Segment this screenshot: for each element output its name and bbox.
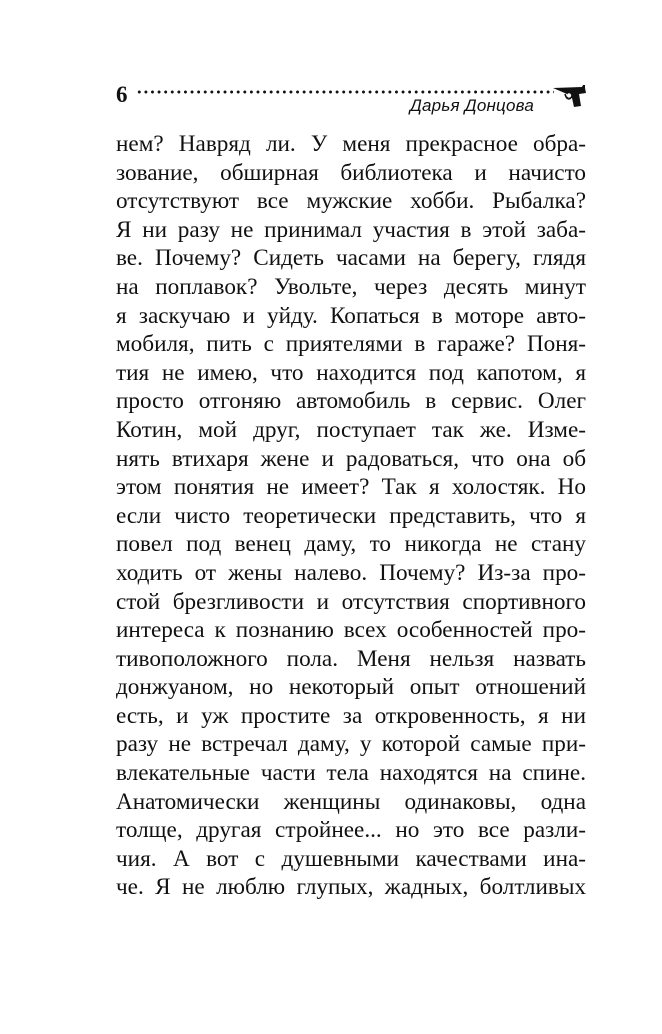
text-line: стой брезгливости и отсутствия спортивного	[116, 588, 586, 615]
text-line: есть, и уж простите за откровенность, я ни	[116, 702, 586, 729]
text-line: ходить от жены налево. Почему? Из-за про-	[116, 559, 586, 586]
text-line: ве. Почему? Сидеть часами на берегу, глядя	[116, 245, 586, 272]
revolver-icon	[552, 82, 588, 108]
running-header	[116, 80, 586, 120]
page-number: 6	[116, 82, 128, 107]
text-line: влекательные части тела находятся на спине.	[116, 760, 586, 787]
text-line: Анатомически женщины одинаковы, одна	[116, 788, 586, 815]
text-line: толще, другая стройнее... но это все разли-	[116, 817, 586, 844]
text-line: этом понятия не имеет? Так я холостяк. Но	[116, 474, 586, 501]
text-line: просто отгоняю автомобиль в сервис. Олег	[116, 388, 586, 415]
text-line: разу не встречал даму, у которой самые при-	[116, 731, 586, 758]
text-line: Котин, мой друг, поступает так же. Изме-	[116, 416, 586, 443]
text-line: повел под венец даму, то никогда не стану	[116, 531, 586, 558]
text-line: тивоположного пола. Меня нельзя назвать	[116, 645, 586, 672]
text-line: зование, обширная библиотека и начисто	[116, 159, 586, 186]
text-line: если чисто теоретически представить, что я	[116, 502, 586, 529]
text-line: нем? Навряд ли. У меня прекрасное обра-	[116, 131, 586, 157]
text-line: че. Я не люблю глупых, жадных, болтливых	[116, 874, 586, 901]
body-text	[116, 130, 586, 902]
text-line: донжуаном, но некоторый опыт отношений	[116, 674, 586, 701]
text-line: я заскучаю и уйду. Копаться в моторе авто-	[116, 302, 586, 329]
text-line: Я ни разу не принимал участия в этой заба-	[116, 216, 586, 243]
text-line: нять втихаря жене и радоваться, что она об	[116, 445, 586, 472]
text-line: мобиля, пить с приятелями в гараже? Поня-	[116, 331, 586, 358]
text-line: интереса к познанию всех особенностей про-	[116, 617, 586, 644]
text-line: тия не имею, что находится под капотом, я	[116, 359, 586, 386]
text-line: отсутствуют все мужские хобби. Рыбалка?	[116, 188, 586, 215]
author-name: Дарья Донцова	[409, 96, 534, 115]
dot-leader	[136, 90, 554, 94]
text-line: на поплавок? Увольте, через десять минут	[116, 273, 586, 300]
text-line: чия. А вот с душевными качествами ина-	[116, 845, 586, 872]
